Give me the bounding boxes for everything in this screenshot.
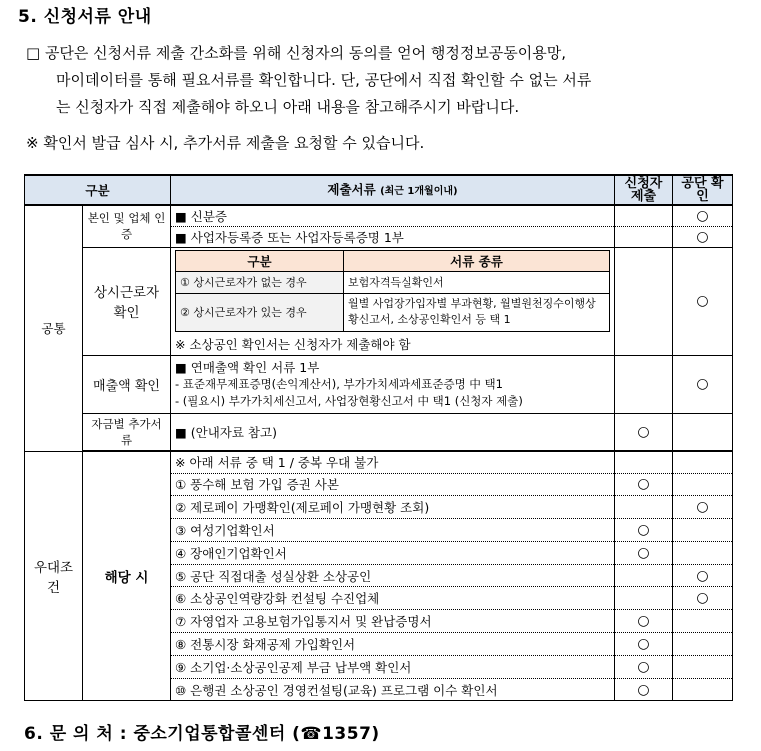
header-applicant: 신청자 제출 [615, 175, 673, 205]
preference-sub-label: 해당 시 [83, 451, 171, 701]
preference-applicant-mark: ○ [615, 678, 673, 701]
review-note: ※ 확인서 발급 심사 시, 추가서류 제출을 요청할 수 있습니다. [26, 134, 425, 152]
sales-line-2: - 표준재무제표증명(손익계산서), 부가가치세과세표준증명 中 택1 [175, 376, 503, 391]
header-docs-sub: (최근 1개월이내) [380, 185, 458, 197]
preference-applicant-mark [615, 496, 673, 519]
preference-applicant-mark [615, 587, 673, 610]
extra-label: 자금별 추가서류 [83, 413, 171, 450]
workers-inner-r1-doc: 보험자격득실확인서 [344, 271, 610, 293]
preference-agency-mark [673, 541, 733, 564]
header-agency: 공단 확인 [673, 175, 733, 205]
sales-docs [171, 355, 615, 413]
workers-applicant [615, 247, 673, 355]
preference-doc: ③ 여성기업확인서 [171, 519, 615, 542]
workers-inner-h1: 구분 [176, 250, 344, 271]
sales-label: 매출액 확인 [83, 355, 171, 413]
section-6-title: 6. 문 의 처 : 중소기업통합콜센터 (☎1357) [24, 724, 380, 744]
preference-applicant-mark: ○ [615, 633, 673, 656]
preference-agency-mark: ○ [673, 587, 733, 610]
preference-note-agency [673, 451, 733, 473]
preference-applicant-mark: ○ [615, 610, 673, 633]
workers-inner-r2-doc: 월별 사업장가입자별 부과현황, 월별원천징수이행상황신고서, 소상공인확인서 등 택 1 [344, 293, 610, 331]
identity-doc-2: ■ 사업자등록증 또는 사업자등록증명 1부 [171, 226, 615, 247]
preference-doc: ⑧ 전통시장 화재공제 가입확인서 [171, 633, 615, 656]
preference-agency-mark [673, 519, 733, 542]
identity-applicant-2 [615, 226, 673, 247]
intro-paragraph [26, 40, 738, 121]
sales-line-1: ■ 연매출액 확인 서류 1부 [175, 359, 320, 375]
preference-doc: ① 풍수해 보험 가입 증권 사본 [171, 473, 615, 496]
workers-label: 상시근로자 확인 [83, 247, 171, 355]
preference-note-applicant [615, 451, 673, 473]
preference-note: ※ 아래 서류 중 택 1 / 중복 우대 불가 [171, 451, 615, 473]
header-category: 구분 [25, 175, 171, 205]
preference-agency-mark: ○ [673, 564, 733, 587]
extra-doc: ■ (안내자료 참고) [171, 413, 615, 450]
identity-label: 본인 및 업체 인증 [83, 205, 171, 247]
preference-label: 우대조건 [25, 451, 83, 701]
intro-line-1: □ 공단은 신청서류 제출 간소화를 위해 신청자의 동의를 얻어 행정정보공동이용망, [26, 44, 567, 62]
preference-doc: ④ 장애인기업확인서 [171, 541, 615, 564]
preference-agency-mark [673, 473, 733, 496]
identity-doc-1: ■ 신분증 [171, 205, 615, 226]
header-docs [171, 175, 615, 205]
preference-rows [25, 451, 733, 701]
sales-applicant [615, 355, 673, 413]
preference-applicant-mark: ○ [615, 519, 673, 542]
workers-inner-r2-label: ② 상시근로자가 있는 경우 [176, 293, 344, 331]
preference-doc: ⑦ 자영업자 고용보험가입통지서 및 완납증명서 [171, 610, 615, 633]
preference-doc: ② 제로페이 가맹확인(제로페이 가맹현황 조회) [171, 496, 615, 519]
workers-inner-r1-label: ① 상시근로자가 없는 경우 [176, 271, 344, 293]
preference-applicant-mark [615, 564, 673, 587]
preference-agency-mark [673, 678, 733, 701]
preference-doc: ⑨ 소기업·소상공인공제 부금 납부액 확인서 [171, 655, 615, 678]
extra-agency [673, 413, 733, 450]
intro-line-2: 마이데이터를 통해 필요서류를 확인합니다. 단, 공단에서 직접 확인할 수 없는 서류 [56, 71, 592, 89]
preference-agency-mark [673, 610, 733, 633]
workers-inner-table [175, 250, 610, 332]
header-docs-label: 제출서류 [327, 181, 376, 197]
preference-agency-mark: ○ [673, 496, 733, 519]
identity-agency-1: ○ [673, 205, 733, 226]
workers-inner-h2: 서류 종류 [344, 250, 610, 271]
identity-applicant-1 [615, 205, 673, 226]
sales-line-3: - (필요시) 부가가치세신고서, 사업장현황신고서 中 택1 (신청자 제출) [175, 393, 523, 408]
identity-agency-2: ○ [673, 226, 733, 247]
preference-applicant-mark: ○ [615, 541, 673, 564]
documents-table [24, 174, 733, 701]
intro-line-3: 는 신청자가 직접 제출해야 하오니 아래 내용을 참고해주시기 바랍니다. [56, 98, 520, 116]
preference-doc: ⑤ 공단 직접대출 성실상환 소상공인 [171, 564, 615, 587]
preference-applicant-mark: ○ [615, 473, 673, 496]
sales-agency: ○ [673, 355, 733, 413]
section-5-title: 5. 신청서류 안내 [18, 7, 152, 27]
workers-note: ※ 소상공인 확인서는 신청자가 제출해야 함 [175, 336, 411, 352]
preference-agency-mark [673, 655, 733, 678]
workers-agency: ○ [673, 247, 733, 355]
preference-applicant-mark: ○ [615, 655, 673, 678]
extra-applicant: ○ [615, 413, 673, 450]
preference-doc: ⑩ 은행권 소상공인 경영컨설팅(교육) 프로그램 이수 확인서 [171, 678, 615, 701]
workers-docs [171, 247, 615, 355]
common-label: 공통 [25, 205, 83, 451]
preference-agency-mark [673, 633, 733, 656]
preference-doc: ⑥ 소상공인역량강화 컨설팅 수진업체 [171, 587, 615, 610]
